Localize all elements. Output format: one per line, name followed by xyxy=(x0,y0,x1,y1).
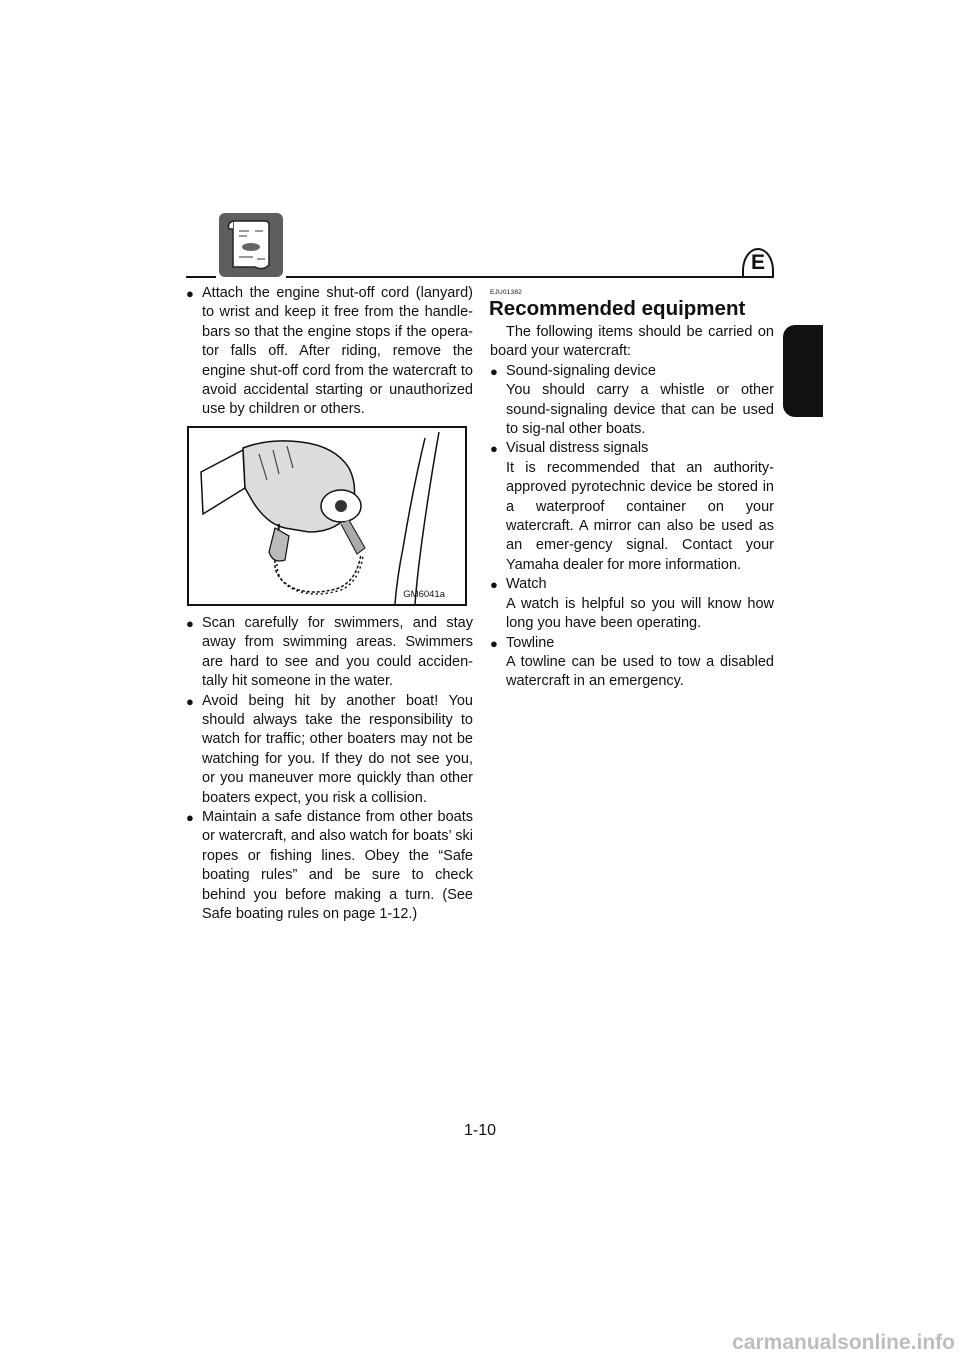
item-title-visual: ● Visual distress signals xyxy=(490,439,774,458)
header-rule-right xyxy=(286,276,774,278)
page-number: 1-10 xyxy=(463,1122,497,1139)
watermark: carmanualsonline.info xyxy=(732,1331,955,1354)
intro-paragraph: The following items should be carried on board your watercraft: xyxy=(490,324,774,360)
bullet-lanyard: ● Attach the engine shut-off cord (lanyard) to wrist and keep it free from the handle-bars so that the engine stops if the opera-tor falls off. After riding, remove the engine shut-off cord from the watercraft to avoid accidental starting or unauthorized use by children or others. xyxy=(186,284,473,420)
item-text-watch: A watch is helpful so you will know how long you have been operating. xyxy=(506,595,774,632)
bullet-swimmers: ● Scan carefully for swimmers, and stay away from swimming areas. Swimmers are hard to see and you could acciden-tally hit someone in the water. xyxy=(186,614,473,692)
chapter-tab xyxy=(783,325,823,417)
language-letter: E xyxy=(750,251,765,274)
left-column-top xyxy=(186,284,473,420)
item-title-sound: ● Sound-signaling device xyxy=(490,362,774,381)
section-title: Recommended equipment xyxy=(489,297,746,320)
item-title-towline: ● Towline xyxy=(490,634,774,653)
right-column xyxy=(490,323,774,692)
header-rule-left xyxy=(186,276,216,278)
item-text-towline: A towline can be used to tow a disabled watercraft in an emergency. xyxy=(506,653,774,690)
bullet-traffic: ● Avoid being hit by another boat! You should always take the responsibility to watch for traffic; other boaters may not be watching for you. If they do not see you, or you maneuver more quickly than other boaters expect, you risk a collision. xyxy=(186,692,473,808)
left-column-bottom xyxy=(186,614,473,925)
item-title-watch: ● Watch xyxy=(490,575,774,594)
booklet-graphic xyxy=(219,213,283,277)
hand-lanyard-illustration xyxy=(189,428,465,604)
bullet-distance: ● Maintain a safe distance from other boats or watercraft, and also watch for boats’ ski ropes or fishing lines. Obey the “Safe boating rules” and be sure to check behind you before making a turn. (See Safe boating rules on page 1-12.) xyxy=(186,808,473,924)
figure-code: GM6041a xyxy=(403,589,445,600)
item-text-sound: You should carry a whistle or other sound-signaling device that can be used to sig-nal other boats. xyxy=(506,382,774,438)
section-code: EJU01382 xyxy=(490,289,522,296)
manual-icon xyxy=(219,213,283,277)
item-text-visual: It is recommended that an authority-approved pyrotechnic device be stored in a waterproof container on your watercraft. A mirror can also be used as an emer-gency signal. Contact your Yamaha dealer for more information. xyxy=(506,459,774,573)
lanyard-figure xyxy=(187,426,467,606)
